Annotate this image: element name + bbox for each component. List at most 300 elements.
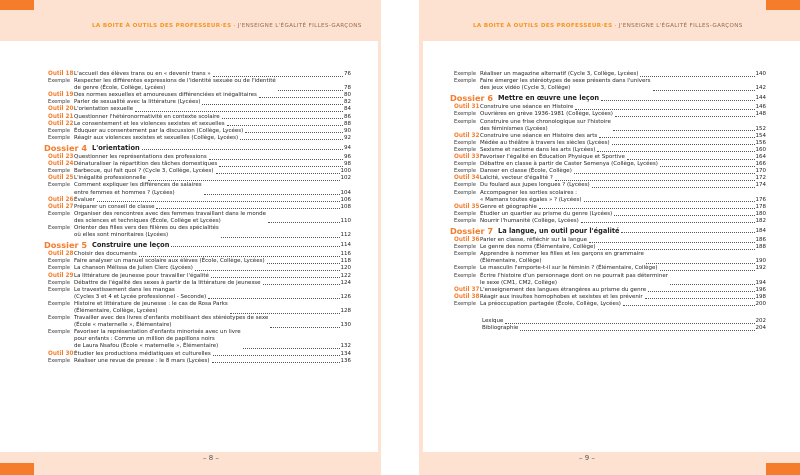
dot-leader bbox=[601, 100, 754, 101]
outil-label: Outil 35 bbox=[454, 203, 480, 210]
toc-entry-row bbox=[46, 265, 351, 272]
dot-leader bbox=[613, 130, 755, 131]
exemple-label: Exemple bbox=[454, 111, 476, 118]
toc-entry-title-wrap bbox=[74, 211, 351, 225]
toc-entry-title: Faire émerger les stéréotypes de sexe présents dans l'univers des jeux vidéo (Cycle 3, Collège) bbox=[480, 78, 651, 92]
toc-entry-page: 196 bbox=[755, 286, 766, 293]
toc-entry-title: Ouvrières en grève 1936-1981 (Collège, Lycées) bbox=[480, 111, 613, 118]
dot-leader bbox=[612, 144, 755, 145]
exemple-label: Exemple bbox=[454, 146, 476, 153]
toc-entry-title-wrap bbox=[480, 78, 766, 92]
toc-entry-row bbox=[452, 218, 766, 225]
toc-entry-row bbox=[46, 121, 351, 128]
toc-entry-title-wrap bbox=[74, 280, 351, 287]
toc-entry-title-wrap bbox=[74, 265, 351, 272]
exemple-label: Exemple bbox=[454, 139, 476, 146]
dot-leader bbox=[135, 111, 343, 112]
toc-entry-row bbox=[452, 265, 766, 272]
outil-label: Outil 31 bbox=[454, 104, 480, 111]
toc-entry-title-wrap bbox=[74, 329, 351, 350]
toc-entry-page: 88 bbox=[344, 120, 351, 127]
dot-leader bbox=[627, 159, 755, 160]
outil-label: Outil 34 bbox=[454, 175, 480, 182]
dot-leader bbox=[653, 90, 755, 91]
exemple-label: Exemple bbox=[48, 78, 70, 85]
toc-entry-title: Favoriser la représentation d'enfants minorisés avec un livre pour enfants : Comme un million de papillons noirs de Laura Nsafou (École « maternelle », Élémentaire) bbox=[74, 329, 241, 350]
outil-label: Outil 22 bbox=[48, 120, 74, 127]
toc-entry-title-wrap bbox=[74, 225, 351, 239]
dot-leader bbox=[227, 125, 343, 126]
dot-leader bbox=[204, 194, 340, 195]
table-of-contents bbox=[452, 71, 766, 332]
outil-label: Outil 28 bbox=[48, 251, 74, 258]
page-number: – 8 – bbox=[203, 454, 219, 462]
exemple-label: Exemple bbox=[454, 189, 476, 196]
dot-leader bbox=[97, 201, 340, 202]
toc-entry-page: 160 bbox=[755, 146, 766, 153]
dot-leader bbox=[598, 249, 755, 250]
toc-entry-row bbox=[452, 119, 766, 133]
exemple-label: Exemple bbox=[454, 168, 476, 175]
toc-entry-title: Des normes sexuelles et amoureuses différenciées et inégalitaires bbox=[74, 92, 257, 99]
toc-entry-page: 164 bbox=[755, 154, 766, 161]
exemple-label: Exemple bbox=[454, 272, 476, 279]
toc-entry-page: 140 bbox=[755, 71, 766, 77]
toc-entry-title: Réaliser un magazine alternatif (Cycle 3, Collège, Lycées) bbox=[480, 71, 639, 77]
toc-entry-title: Le genre des noms (Élémentaire, Collège) bbox=[480, 244, 596, 251]
exemple-label: Exemple bbox=[48, 224, 70, 231]
toc-entry-page: 98 bbox=[344, 161, 351, 168]
toc-entry-page: 114 bbox=[340, 242, 351, 249]
toc-entry-row bbox=[46, 204, 351, 211]
toc-entry-row bbox=[452, 190, 766, 204]
dot-leader bbox=[208, 298, 339, 299]
toc-entry-row bbox=[46, 135, 351, 142]
toc-entry-title: Médée au théâtre à travers les siècles (Lycées) bbox=[480, 139, 610, 146]
toc-entry-title: Construire une séance en Histoire des arts bbox=[480, 132, 598, 139]
dot-leader bbox=[520, 330, 754, 331]
dossier-label: Dossier 5 bbox=[44, 240, 88, 251]
toc-entry-page: 110 bbox=[340, 217, 351, 224]
toc-entry-title-wrap bbox=[498, 228, 766, 235]
dot-leader bbox=[216, 173, 340, 174]
toc-entry-title: Orienter des filles vers des filières ou des spécialités où elles sont minoritaires (Lycées) bbox=[74, 224, 219, 239]
toc-entry-title: La littérature de jeunesse pour travailler l'égalité bbox=[74, 272, 209, 279]
dot-leader bbox=[505, 323, 754, 324]
dot-leader bbox=[202, 104, 343, 105]
toc-entry-title-wrap bbox=[74, 358, 351, 365]
dot-leader bbox=[171, 246, 339, 247]
outil-label: Outil 37 bbox=[454, 286, 480, 293]
toc-entry-row bbox=[46, 315, 351, 329]
toc-entry-title-wrap bbox=[480, 182, 766, 189]
toc-entry-title: L'enseignement des langues étrangères au prisme du genre bbox=[480, 286, 647, 293]
toc-entry-title: Parler de sexualité avec la littérature (Lycées) bbox=[74, 99, 201, 106]
toc-entry-row bbox=[452, 204, 766, 211]
dot-leader bbox=[646, 263, 755, 264]
toc-entry-row bbox=[452, 147, 766, 154]
dot-leader bbox=[209, 159, 343, 160]
dot-leader bbox=[211, 277, 340, 278]
outil-label: Outil 38 bbox=[454, 293, 480, 300]
toc-entry-title: Sexisme et racisme dans les arts (Lycées) bbox=[480, 146, 596, 153]
exemple-label: Exemple bbox=[48, 99, 70, 106]
toc-entry-page: 172 bbox=[755, 175, 766, 182]
exemple-label: Exemple bbox=[454, 265, 476, 272]
exemple-label: Exemple bbox=[48, 134, 70, 141]
toc-entry-title: Dénaturaliser la répartition des tâches domestiques bbox=[74, 161, 218, 168]
toc-entry-row bbox=[46, 211, 351, 225]
toc-entry-title: Réagir aux insultes homophobes et sexistes et les prévenir bbox=[480, 293, 643, 300]
toc-entry-page: 166 bbox=[755, 161, 766, 168]
toc-entry-title: Genre et géographie bbox=[480, 203, 537, 210]
toc-entry-row bbox=[46, 106, 351, 113]
dot-leader bbox=[219, 166, 343, 167]
toc-entry-title: L'orientation bbox=[92, 143, 140, 152]
toc-entry-page: 96 bbox=[344, 154, 351, 161]
dot-leader bbox=[268, 222, 339, 223]
dot-leader bbox=[259, 97, 343, 98]
dot-leader bbox=[581, 222, 755, 223]
toc-entry-title: Apprendre à nommer les filles et les garçons en grammaire (Élémentaire, Collège) bbox=[480, 251, 644, 265]
toc-entry-title: Le travestissement dans les mangas (Cycles 3 et 4 et Lycée professionnel - Seconde) bbox=[74, 286, 207, 300]
dot-leader bbox=[222, 118, 343, 119]
dot-leader bbox=[213, 355, 340, 356]
toc-entry-title: Évaluer bbox=[74, 196, 95, 203]
toc-entry-title: Questionner l'hétéronormativité en contexte scolaire bbox=[74, 113, 220, 120]
toc-entry-title: Laïcité, vecteur d'égalité ? bbox=[480, 175, 553, 182]
toc-entry-title: Barbecue, qui fait quoi ? (Cycle 3, Collège, Lycées) bbox=[74, 168, 214, 175]
toc-entry-page: 174 bbox=[755, 182, 766, 189]
toc-entry-page: 190 bbox=[755, 258, 766, 265]
outil-label: Outil 23 bbox=[48, 154, 74, 161]
running-header-title: LA BOITE À OUTILS DES PROFESSEUR·ES bbox=[473, 23, 613, 29]
toc-entry-page: 106 bbox=[340, 196, 351, 203]
toc-entry-title-wrap bbox=[480, 133, 766, 140]
toc-entry-row bbox=[46, 225, 351, 239]
toc-entry-page: 142 bbox=[755, 85, 766, 92]
toc-entry-title-wrap bbox=[74, 301, 351, 315]
toc-entry-page: 136 bbox=[340, 357, 351, 364]
toc-entry-title-wrap bbox=[74, 197, 351, 204]
dot-leader bbox=[615, 116, 755, 117]
toc-entry-title: La chanson Mélissa de Julien Clerc (Lycées) bbox=[74, 265, 193, 272]
toc-entry-title-wrap bbox=[74, 135, 351, 142]
toc-entry-row bbox=[452, 140, 766, 147]
exemple-label: Exemple bbox=[48, 265, 70, 272]
toc-entry-row bbox=[46, 351, 351, 358]
dot-leader bbox=[156, 208, 339, 209]
dossier-label: Dossier 6 bbox=[450, 93, 494, 104]
toc-entry-row bbox=[452, 325, 766, 332]
dot-leader bbox=[648, 291, 754, 292]
exemple-label: Exemple bbox=[48, 286, 70, 293]
toc-entry-title: L'accueil des élèves trans ou en « devenir trans » bbox=[74, 71, 211, 77]
toc-entry-page: 112 bbox=[340, 232, 351, 239]
toc-entry-title-wrap bbox=[480, 318, 766, 325]
toc-entry-title: L'orientation sexuelle bbox=[74, 106, 134, 113]
exemple-label: Exemple bbox=[48, 279, 70, 286]
toc-entry-page: 178 bbox=[755, 203, 766, 210]
dot-leader bbox=[623, 305, 755, 306]
dot-leader bbox=[139, 256, 340, 257]
toc-entry-title-wrap bbox=[74, 114, 351, 121]
toc-entry-page: 108 bbox=[340, 203, 351, 210]
toc-entry-page: 124 bbox=[340, 279, 351, 286]
toc-entry-title: Écrire l'histoire d'un personnage dont on ne pourrait pas déterminer le sexe (CM1, CM2, Collège) bbox=[480, 272, 668, 286]
dot-leader bbox=[592, 187, 755, 188]
toc-entry-title-wrap bbox=[480, 140, 766, 147]
page-number: – 9 – bbox=[579, 454, 595, 462]
dot-leader bbox=[589, 242, 755, 243]
toc-entry-page: 144 bbox=[755, 95, 766, 102]
toc-entry-page: 180 bbox=[755, 210, 766, 217]
exemple-label: Exemple bbox=[454, 300, 476, 307]
toc-entry-page: 126 bbox=[340, 293, 351, 300]
toc-entry-row bbox=[452, 211, 766, 218]
toc-entry-title: Choisir des documents bbox=[74, 251, 137, 258]
toc-entry-page: 128 bbox=[340, 308, 351, 314]
dot-leader bbox=[660, 166, 755, 167]
toc-entry-page: 82 bbox=[344, 99, 351, 106]
toc-entry-title-wrap bbox=[480, 287, 766, 294]
running-header-subtitle: · J'ENSEIGNE L'ÉGALITÉ FILLES-GARÇONS bbox=[614, 23, 743, 29]
toc-entry-page: 102 bbox=[340, 175, 351, 182]
toc-entry-row bbox=[46, 358, 351, 365]
toc-entry-title-wrap bbox=[74, 287, 351, 301]
toc-entry-title: L'inégalité professionnelle bbox=[74, 175, 146, 182]
dot-leader bbox=[614, 215, 754, 216]
dot-leader bbox=[599, 137, 754, 138]
toc-entry-title-wrap bbox=[480, 111, 766, 118]
dot-leader bbox=[640, 76, 754, 77]
toc-entry-title: Organiser des rencontres avec des femmes travaillant dans le monde des sciences et techniques (École, Collège et Lycées) bbox=[74, 210, 267, 224]
toc-entry-title-wrap bbox=[480, 204, 766, 211]
toc-entry-page: 122 bbox=[340, 272, 351, 279]
dot-leader bbox=[597, 151, 754, 152]
toc-entry-page: 198 bbox=[755, 293, 766, 300]
toc-entry-page: 92 bbox=[344, 134, 351, 141]
toc-entry-row bbox=[46, 273, 351, 280]
toc-entry-title-wrap bbox=[92, 145, 351, 152]
toc-entry-title: Parler en classe, réfléchir sur la langue bbox=[480, 237, 587, 244]
toc-entry-page: 192 bbox=[755, 265, 766, 272]
dot-leader bbox=[574, 173, 755, 174]
toc-entry-row bbox=[46, 329, 351, 350]
toc-entry-page: 78 bbox=[344, 85, 351, 92]
toc-entry-title: Comment expliquer les différences de salaires entre femmes et hommes ? (Lycées) bbox=[74, 182, 202, 196]
toc-entry-title-wrap bbox=[480, 211, 766, 218]
toc-entry-row bbox=[452, 251, 766, 265]
dot-leader bbox=[555, 180, 755, 181]
dot-leader bbox=[645, 298, 755, 299]
toc-entry-page: 154 bbox=[755, 132, 766, 139]
toc-entry-title: Lexique bbox=[482, 318, 504, 324]
dot-leader bbox=[142, 149, 343, 150]
left-page bbox=[0, 0, 381, 475]
toc-entry-title: Travailler avec des livres d'enfants mobilisant des stéréotypes de sexe (École « maternelle », Élémentaire) bbox=[74, 315, 269, 329]
toc-dossier-row bbox=[44, 142, 351, 153]
toc-entry-title: La préoccupation partagée (École, Collège, Lycées) bbox=[480, 300, 621, 307]
toc-dossier-row bbox=[46, 242, 351, 249]
dossier-label: Dossier 4 bbox=[44, 142, 88, 153]
toc-entry-title: Nourrir l'humanité (Collège, Lycées) bbox=[480, 217, 579, 224]
outil-label: Outil 30 bbox=[48, 350, 74, 357]
toc-entry-row bbox=[452, 111, 766, 118]
toc-entry-page: 170 bbox=[755, 168, 766, 175]
toc-separator bbox=[452, 308, 766, 318]
exemple-label: Exemple bbox=[454, 251, 476, 258]
dot-leader bbox=[230, 313, 340, 314]
toc-entry-row bbox=[46, 114, 351, 121]
toc-entry-title: Débattre de l'égalité des sexes à partir de la littérature de jeunesse bbox=[74, 279, 261, 286]
toc-entry-title-wrap bbox=[74, 351, 351, 358]
toc-entry-title: Bibliographie bbox=[482, 325, 519, 332]
outil-label: Outil 21 bbox=[48, 113, 74, 120]
dot-leader bbox=[240, 139, 343, 140]
exemple-label: Exemple bbox=[48, 357, 70, 364]
toc-entry-page: 182 bbox=[755, 217, 766, 224]
dot-leader bbox=[660, 270, 755, 271]
dot-leader bbox=[148, 180, 340, 181]
toc-entry-page: 188 bbox=[755, 244, 766, 251]
toc-entry-row bbox=[46, 182, 351, 196]
toc-entry-title: Mettre en œuvre une leçon bbox=[498, 94, 600, 103]
toc-entry-page: 152 bbox=[755, 125, 766, 132]
toc-entry-title: Réaliser une revue de presse : le 8 mars (Lycées) bbox=[74, 357, 210, 364]
toc-entry-row bbox=[452, 287, 766, 294]
toc-entry-row bbox=[452, 273, 766, 287]
corner-tab bbox=[0, 463, 34, 475]
outil-label: Outil 29 bbox=[48, 272, 74, 279]
toc-entry-page: 120 bbox=[340, 265, 351, 272]
toc-entry-title: Étudier un quartier au prisme du genre (Lycées) bbox=[480, 210, 613, 217]
exemple-label: Exemple bbox=[454, 217, 476, 224]
toc-entry-title: Le masculin l'emporte-t-il sur le féminin ? (Élémentaire, Collège) bbox=[480, 265, 658, 272]
toc-entry-title: Favoriser l'égalité en Éducation Physique et Sportive bbox=[480, 154, 625, 161]
toc-entry-title: Construire une séance en Histoire bbox=[480, 104, 574, 111]
toc-entry-title-wrap bbox=[480, 190, 766, 204]
exemple-label: Exemple bbox=[48, 210, 70, 217]
toc-entry-row bbox=[46, 280, 351, 287]
table-of-contents bbox=[46, 71, 351, 365]
toc-entry-title-wrap bbox=[480, 265, 766, 272]
exemple-label: Exemple bbox=[48, 168, 70, 175]
dot-leader bbox=[575, 109, 754, 110]
toc-entry-row bbox=[46, 78, 351, 92]
dot-leader bbox=[621, 232, 754, 233]
toc-entry-page: 176 bbox=[755, 196, 766, 203]
dot-leader bbox=[195, 270, 340, 271]
toc-entry-title: Débattre en classe à partir de Caster Semenya (Collège, Lycées) bbox=[480, 161, 658, 168]
toc-entry-title: La langue, un outil pour l'égalité bbox=[498, 226, 620, 235]
toc-entry-title-wrap bbox=[74, 121, 351, 128]
toc-entry-page: 132 bbox=[340, 343, 351, 350]
toc-entry-title-wrap bbox=[480, 294, 766, 301]
toc-entry-page: 148 bbox=[755, 111, 766, 118]
dot-leader bbox=[243, 348, 340, 349]
toc-entry-row bbox=[452, 133, 766, 140]
corner-tab bbox=[0, 0, 34, 10]
toc-entry-title: Étudier les productions médiatiques et culturelles bbox=[74, 350, 211, 357]
toc-dossier-row bbox=[452, 95, 766, 102]
toc-entry-title-wrap bbox=[498, 95, 766, 102]
outil-label: Outil 27 bbox=[48, 203, 74, 210]
exemple-label: Exemple bbox=[454, 182, 476, 189]
dot-leader bbox=[278, 90, 343, 91]
corner-tab bbox=[766, 0, 800, 10]
toc-entry-page: 134 bbox=[340, 350, 351, 357]
running-header bbox=[92, 23, 362, 29]
outil-label: Outil 33 bbox=[454, 154, 480, 161]
toc-entry-title-wrap bbox=[480, 218, 766, 225]
exemple-label: Exemple bbox=[454, 118, 476, 125]
toc-entry-title: Questionner les représentations des professions bbox=[74, 154, 207, 161]
exemple-label: Exemple bbox=[48, 258, 70, 265]
toc-entry-title-wrap bbox=[74, 128, 351, 135]
running-header bbox=[473, 23, 743, 29]
toc-entry-row bbox=[46, 287, 351, 301]
toc-entry-row bbox=[452, 294, 766, 301]
toc-entry-page: 80 bbox=[344, 92, 351, 99]
toc-entry-title: Danser en classe (École, Collège) bbox=[480, 168, 572, 175]
toc-entry-title: Le consentement et les violences sexistes et sexuelles bbox=[74, 120, 225, 127]
toc-entry-title: Accompagner les sorties scolaires : « Mamans toutes égales » ? (Lycées) bbox=[480, 189, 582, 203]
toc-entry-title-wrap bbox=[480, 325, 766, 332]
right-page bbox=[419, 0, 800, 475]
toc-entry-page: 100 bbox=[340, 168, 351, 175]
exemple-label: Exemple bbox=[454, 210, 476, 217]
exemple-label: Exemple bbox=[454, 161, 476, 168]
toc-entry-title-wrap bbox=[480, 273, 766, 287]
exemple-label: Exemple bbox=[48, 300, 70, 307]
toc-entry-title-wrap bbox=[74, 204, 351, 211]
toc-entry-page: 202 bbox=[755, 318, 766, 324]
dot-leader bbox=[212, 362, 340, 363]
dot-leader bbox=[213, 76, 343, 77]
outil-label: Outil 26 bbox=[48, 196, 74, 203]
dot-leader bbox=[221, 237, 340, 238]
dossier-label: Dossier 7 bbox=[450, 225, 494, 236]
toc-entry-title-wrap bbox=[74, 273, 351, 280]
outil-label: Outil 19 bbox=[48, 92, 74, 99]
exemple-label: Exemple bbox=[454, 78, 476, 85]
toc-entry-title: Réagir aux violences sexistes et sexuelles (Collège, Lycées) bbox=[74, 134, 239, 141]
toc-entry-page: 146 bbox=[755, 104, 766, 111]
running-header-title: LA BOITE À OUTILS DES PROFESSEUR·ES bbox=[92, 23, 232, 29]
dot-leader bbox=[584, 201, 755, 202]
toc-entry-row bbox=[452, 301, 766, 308]
outil-label: Outil 20 bbox=[48, 106, 74, 113]
toc-entry-title-wrap bbox=[480, 251, 766, 265]
toc-entry-page: 86 bbox=[344, 113, 351, 120]
toc-entry-title: Construire une frise chronologique sur l'histoire des féminismes (Lycées) bbox=[480, 118, 611, 132]
toc-entry-page: 186 bbox=[755, 237, 766, 244]
toc-entry-title-wrap bbox=[480, 147, 766, 154]
toc-entry-row bbox=[452, 78, 766, 92]
dot-leader bbox=[263, 284, 340, 285]
toc-entry-title: Du foulard aux jupes longues ? (Lycées) bbox=[480, 182, 590, 189]
exemple-label: Exemple bbox=[48, 329, 70, 336]
toc-entry-page: 116 bbox=[340, 251, 351, 258]
toc-entry-title: Respecter les différentes expressions de l'identité sexuée ou de l'identité de genre (École, Collège, Lycées) bbox=[74, 78, 276, 92]
toc-entry-title-wrap bbox=[74, 182, 351, 196]
dot-leader bbox=[270, 327, 339, 328]
toc-entry-title-wrap bbox=[74, 78, 351, 92]
exemple-label: Exemple bbox=[48, 127, 70, 134]
toc-entry-row bbox=[46, 301, 351, 315]
outil-label: Outil 25 bbox=[48, 175, 74, 182]
